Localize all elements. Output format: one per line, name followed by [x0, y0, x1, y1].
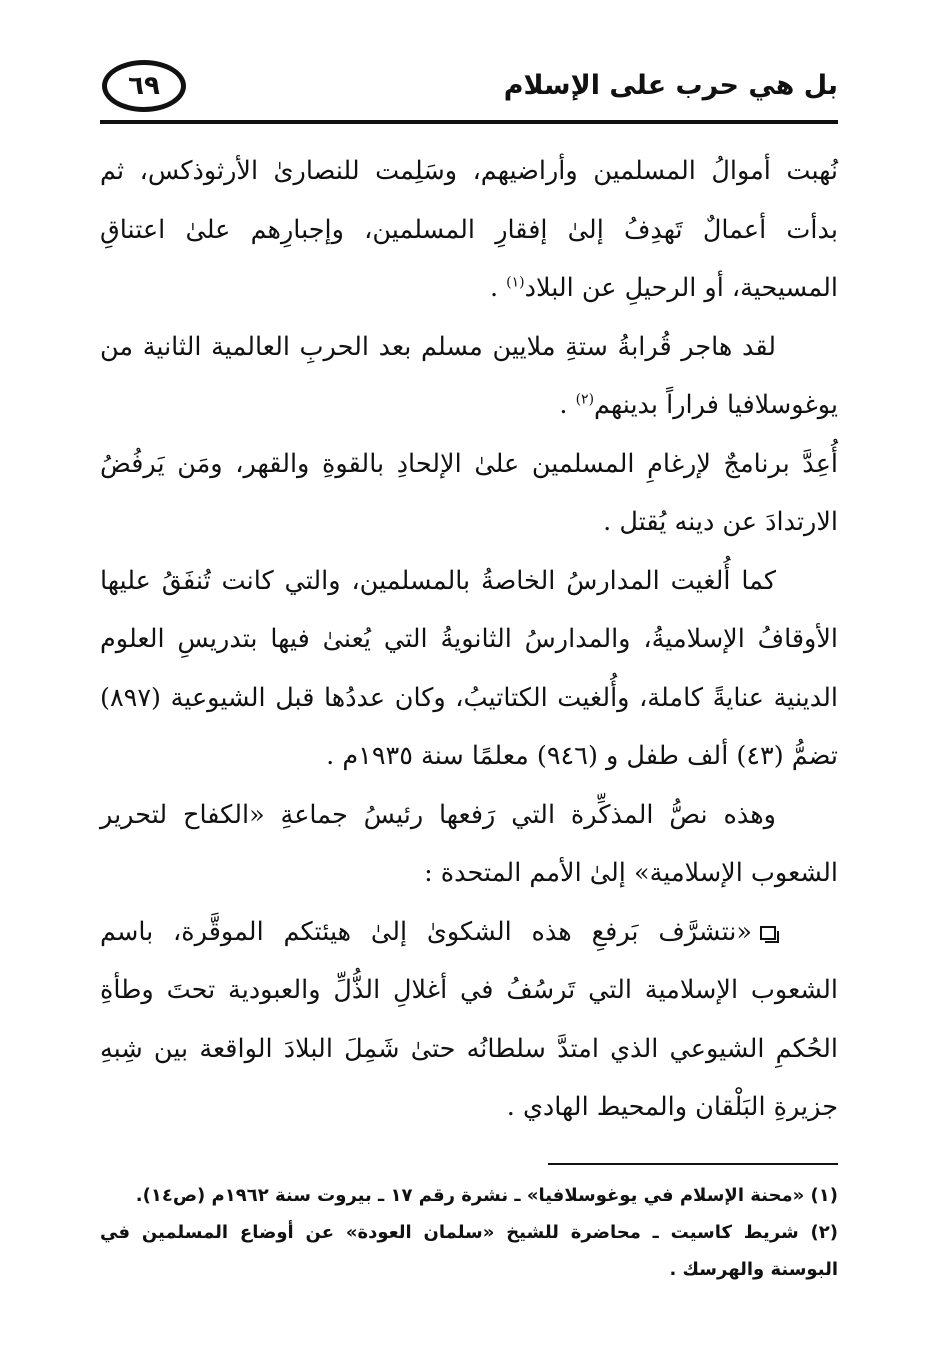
- header-rule: [100, 120, 838, 124]
- paragraph-6-quote: «نتشرَّف بَرفعِ هذه الشكوىٰ إلىٰ هيئتكم الموقَّرة، باسم الشعوب الإسلامية التي تَرسُفُ في أغلالِ الذُّلِّ والعبودية تحتَ وطأةِ الحُكمِ الشيوعي الذي امتدَّ سلطانُه حتىٰ شَمِلَ البلادَ الواقعة بين شِبهِ جزيرةِ البَلْقان والمحيط الهادي .: [100, 916, 838, 1122]
- book-page: [100, 58, 838, 1288]
- page-header: [100, 58, 838, 124]
- paragraph-5: وهذه نصُّ المذكِّرة التي رَفعها رئيسُ جماعةِ «الكفاح لتحرير الشعوب الإسلامية» إلىٰ الأمم المتحدة :: [100, 799, 838, 888]
- footnote-2: (٢) شريط كاسيت ـ محاضرة للشيخ «سلمان العودة» عن أوضاع المسلمين في البوسنة والهرسك .: [100, 1221, 838, 1280]
- footnote-rule: [548, 1163, 838, 1165]
- quote-icon: [760, 926, 776, 940]
- paragraph-3: أُعِدَّ برنامجٌ لإرغامِ المسلمين علىٰ الإلحادِ بالقوةِ والقهر، ومَن يَرفُضُ الارتدادَ عن دينه يُقتل .: [100, 448, 838, 537]
- page-body: [100, 142, 838, 1137]
- footnote-ref-2: (٢): [575, 391, 595, 408]
- footnote-1: (١) «محنة الإسلام في يوغوسلافيا» ـ نشرة رقم ١٧ ـ بيروت سنة ١٩٦٢م (ص١٤).: [135, 1184, 838, 1206]
- paragraph-2: لقد هاجر قُرابةُ ستةِ ملايين مسلم بعد الحربِ العالمية الثانية من يوغوسلافيا فراراً بدينهم$^{(٢)}$ .: [100, 331, 838, 420]
- paragraph-1: نُهبت أموالُ المسلمين وأراضيهم، وسَلِمت للنصارىٰ الأرثوذكس، ثم بدأت أعمالٌ تَهدِفُ إلىٰ إفقارِ المسلمين، وإجبارِهم علىٰ اعتناقِ المسيحية، أو الرحيلِ عن البلاد$^{(١)}$ .: [100, 156, 838, 303]
- paragraph-4: كما أُلغيت المدارسُ الخاصةُ بالمسلمين، والتي كانت تُنفَقُ عليها الأوقافُ الإسلاميةُ، والمدارسُ الثانويةُ التي يُعنىٰ فيها بتدريسِ العلوم الدينية عنايةً كاملة، وأُلغيت الكتاتيبُ، وكان عددُها قبل الشيوعية (٨٩٧) تضمُّ (٤٣) ألف طفل و (٩٤٦) معلمًا سنة ١٩٣٥م .: [100, 565, 838, 771]
- footnote-ref-1: (١): [506, 274, 525, 291]
- running-title: بل هي حرب على الإسلام: [503, 70, 838, 101]
- page-number: ٦٩: [102, 60, 186, 112]
